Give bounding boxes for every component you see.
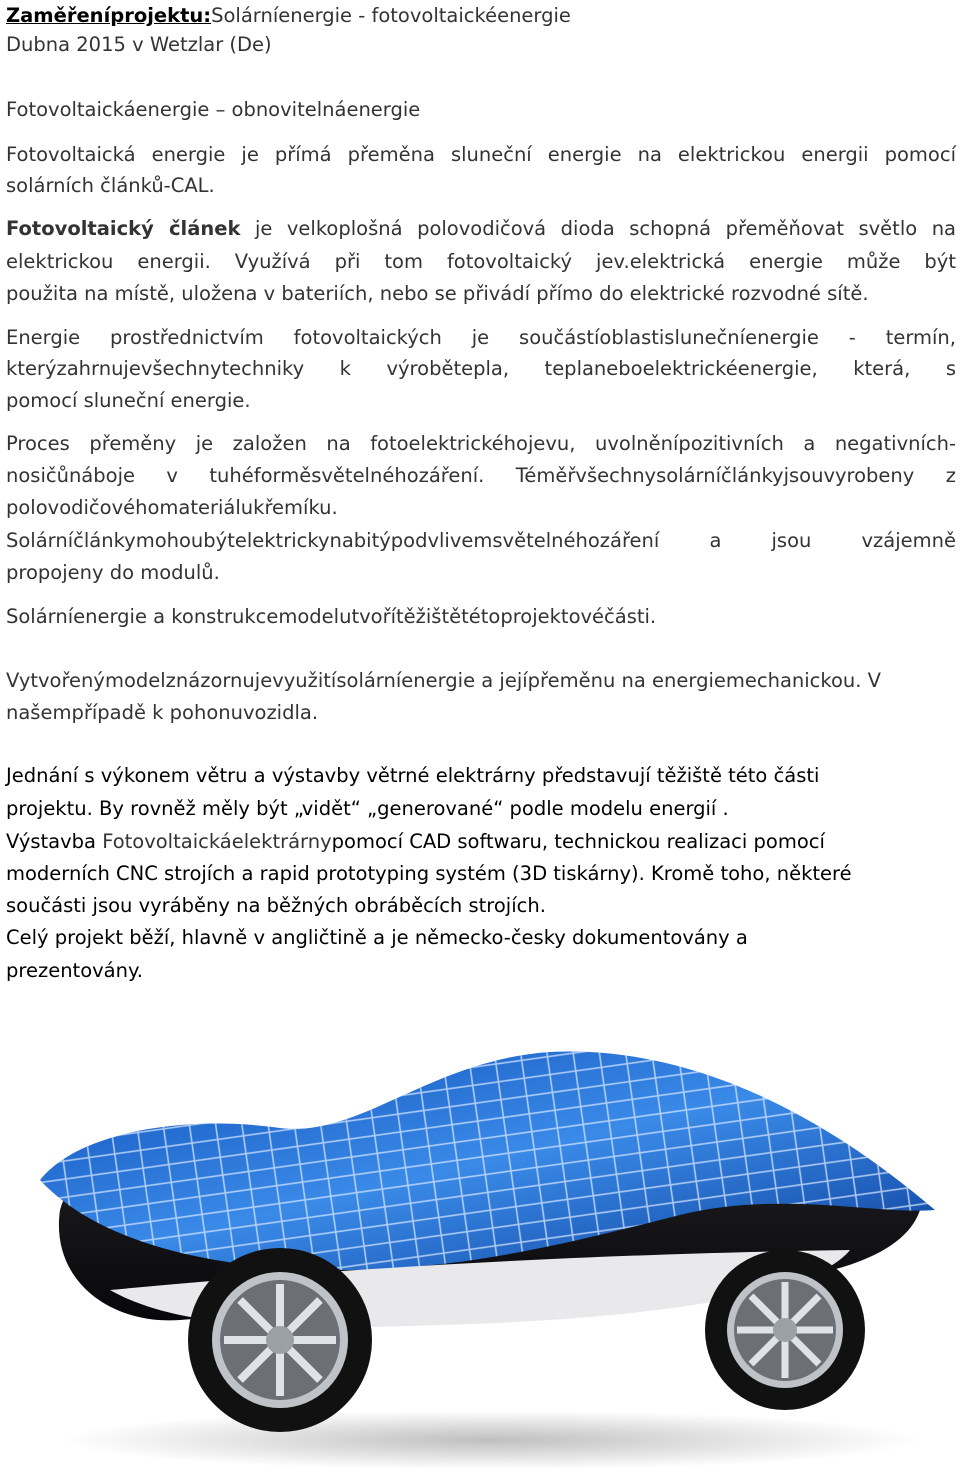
p4-line-2: nosičůnáboje v tuhéforměsvětelnéhozáření. Téměřvšechnysolárníčlánkyjsouvyrobeny z — [6, 464, 956, 487]
date-place: Dubna 2015 v Wetzlar (De) — [6, 33, 272, 56]
p4-line-5: propojeny do modulů. — [6, 561, 220, 584]
p7-line-1: Jednání s výkonem větru a výstavby větrné elektrárny představují těžiště této části — [6, 764, 820, 787]
p8-line-5: prezentovány. — [6, 959, 143, 982]
car-shadow — [60, 1410, 920, 1470]
p2-line-3: použita na místě, uložena v bateriích, nebo se přivádí přímo do elektrické rozvodné sítě. — [6, 282, 869, 305]
p2-line-1 — [6, 213, 956, 245]
p2-line-2 — [6, 246, 956, 278]
p8-line-3: součásti jsou vyráběny na běžných obráběcích strojích. — [6, 894, 546, 917]
p7-line-2: projektu. By rovněž měly být „vidět“ „generované“ podle modelu energií . — [6, 797, 729, 820]
section-title: Fotovoltaickáenergie – obnovitelnáenergie — [6, 98, 421, 121]
p8-line-2: moderních CNC strojích a rapid prototyping systém (3D tiskárny). Kromě toho, některé — [6, 862, 852, 885]
header-line — [6, 0, 571, 32]
p2-line-2-head: elektrickou energii. Využívá při tom fotovoltaický jev. — [6, 250, 630, 273]
front-wheel — [188, 1248, 372, 1432]
p4-line-4: Solárníčlánkymohoubýtelektrickynabitýpodvlivemsvětelnéhozáření a jsou vzájemně — [6, 529, 956, 552]
p8-line-1-c: pomocí CAD softwaru, technickou realizaci pomocí — [331, 830, 825, 853]
rear-wheel — [705, 1250, 865, 1410]
p8-line-4: Celý projekt běží, hlavně v angličtině a je německo-česky dokumentovány a — [6, 926, 748, 949]
p8-line-1-a: Výstavba — [6, 830, 103, 853]
p6-line-1: Vytvořenýmodelznázornujevyužitísolárníenergie a jejípřeměnu na energiemechanickou. V — [6, 669, 882, 692]
focus-label: Zaměřeníprojektu: — [6, 4, 212, 27]
p1-line-1: Fotovoltaická energie je přímá přeměna sluneční energie na elektrickou energii pomocí — [6, 143, 956, 166]
p2-line-2-tail: elektrická energie může být — [629, 250, 956, 273]
p3-line-3: pomocí sluneční energie. — [6, 389, 251, 412]
p2-line-1-rest: je velkoplošná polovodičová dioda schopná přeměňovat světlo na — [240, 217, 956, 240]
p6-line-2: našempřípadě k pohonuvozidla. — [6, 701, 319, 724]
p3-line-1: Energie prostřednictvím fotovoltaických je součástíoblastislunečníenergie - termín, — [6, 326, 956, 349]
p4-line-3: polovodičovéhomateriálukřemíku. — [6, 496, 338, 519]
p5-line: Solárníenergie a konstrukcemodelutvořítěžištětétoprojektovéčásti. — [6, 605, 657, 628]
p8-line-1 — [6, 826, 825, 858]
p3-line-2: kterýzahrnujevšechnytechniky k výrobětepla, teplaneboelektrickéenergie, která, s — [6, 357, 956, 380]
p8-line-1-b: Fotovoltaickáelektrárny — [102, 830, 332, 853]
project-topic: Solárníenergie - fotovoltaickéenergie — [211, 4, 571, 27]
term-bold: Fotovoltaický článek — [6, 217, 241, 240]
p4-line-1: Proces přeměny je založen na fotoelektrickéhojevu, uvolněnípozitivních a negativních- — [6, 432, 956, 455]
solar-car-illustration — [20, 1040, 960, 1476]
p1-line-2: solárních článků-CAL. — [6, 174, 215, 197]
